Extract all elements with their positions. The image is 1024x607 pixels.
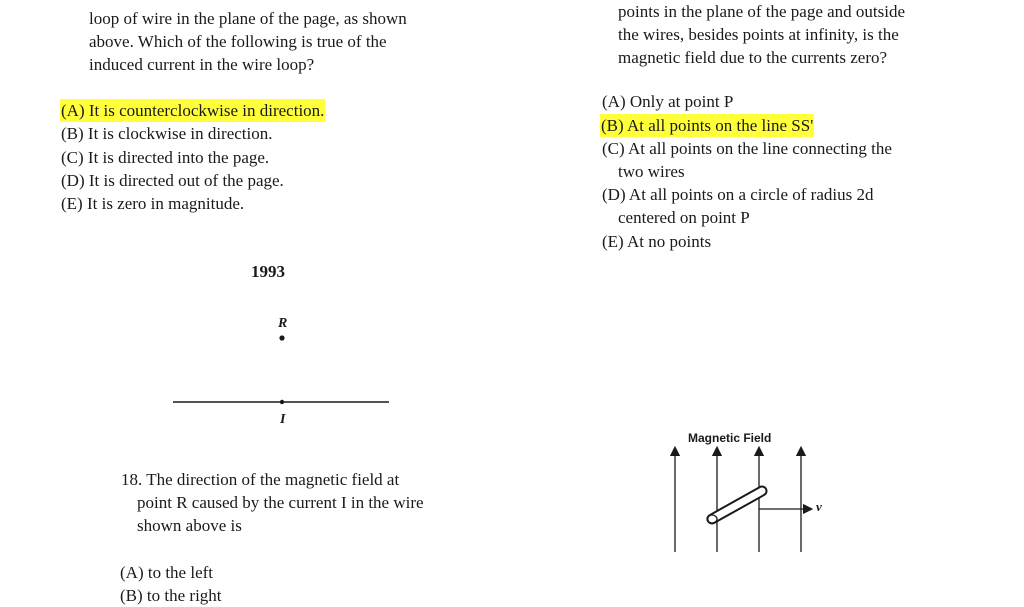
wire-point bbox=[280, 400, 284, 404]
left-choice-e: (E) It is zero in magnitude. bbox=[61, 194, 245, 213]
right-stem-line-2: the wires, besides points at infinity, is the bbox=[618, 25, 899, 44]
year-heading: 1993 bbox=[251, 262, 285, 281]
magnetic-field-title: Magnetic Field bbox=[688, 431, 772, 445]
left-stem-line-2: above. Which of the following is true of the bbox=[89, 32, 387, 51]
current-i-label: I bbox=[280, 412, 286, 427]
right-choice-c-cont: two wires bbox=[618, 162, 685, 181]
q18-line-3: shown above is bbox=[137, 516, 242, 535]
q18-choice-a: (A) to the left bbox=[120, 563, 213, 582]
right-stem-line-1: points in the plane of the page and outside bbox=[618, 2, 906, 21]
right-choice-b: (B) At all points on the line SS' bbox=[601, 116, 814, 135]
right-choice-d: (D) At all points on a circle of radius 2d bbox=[602, 185, 874, 204]
point-r-dot bbox=[279, 335, 284, 340]
velocity-label: v bbox=[816, 499, 822, 514]
q18-choice-b: (B) to the right bbox=[120, 586, 222, 605]
right-choice-d-cont: centered on point P bbox=[618, 208, 750, 227]
rod-icon bbox=[707, 491, 762, 523]
left-choice-a: (A) It is counterclockwise in direction. bbox=[61, 101, 325, 120]
right-choice-a: (A) Only at point P bbox=[602, 92, 734, 111]
magnetic-field-figure bbox=[660, 445, 830, 560]
left-choice-d: (D) It is directed out of the page. bbox=[61, 171, 284, 190]
right-stem-line-3: magnetic field due to the currents zero? bbox=[618, 48, 888, 67]
q18-line-2: point R caused by the current I in the wire bbox=[137, 493, 424, 512]
left-stem-line-1: loop of wire in the plane of the page, as shown bbox=[89, 9, 407, 28]
left-choice-b: (B) It is clockwise in direction. bbox=[61, 124, 273, 143]
left-stem-line-3: induced current in the wire loop? bbox=[89, 55, 315, 74]
left-choice-c: (C) It is directed into the page. bbox=[61, 148, 270, 167]
q18-line-1: 18. The direction of the magnetic field at bbox=[121, 470, 400, 489]
point-r-label: R bbox=[278, 316, 288, 331]
right-choice-c: (C) At all points on the line connecting the bbox=[602, 139, 892, 158]
right-choice-e: (E) At no points bbox=[602, 232, 712, 251]
